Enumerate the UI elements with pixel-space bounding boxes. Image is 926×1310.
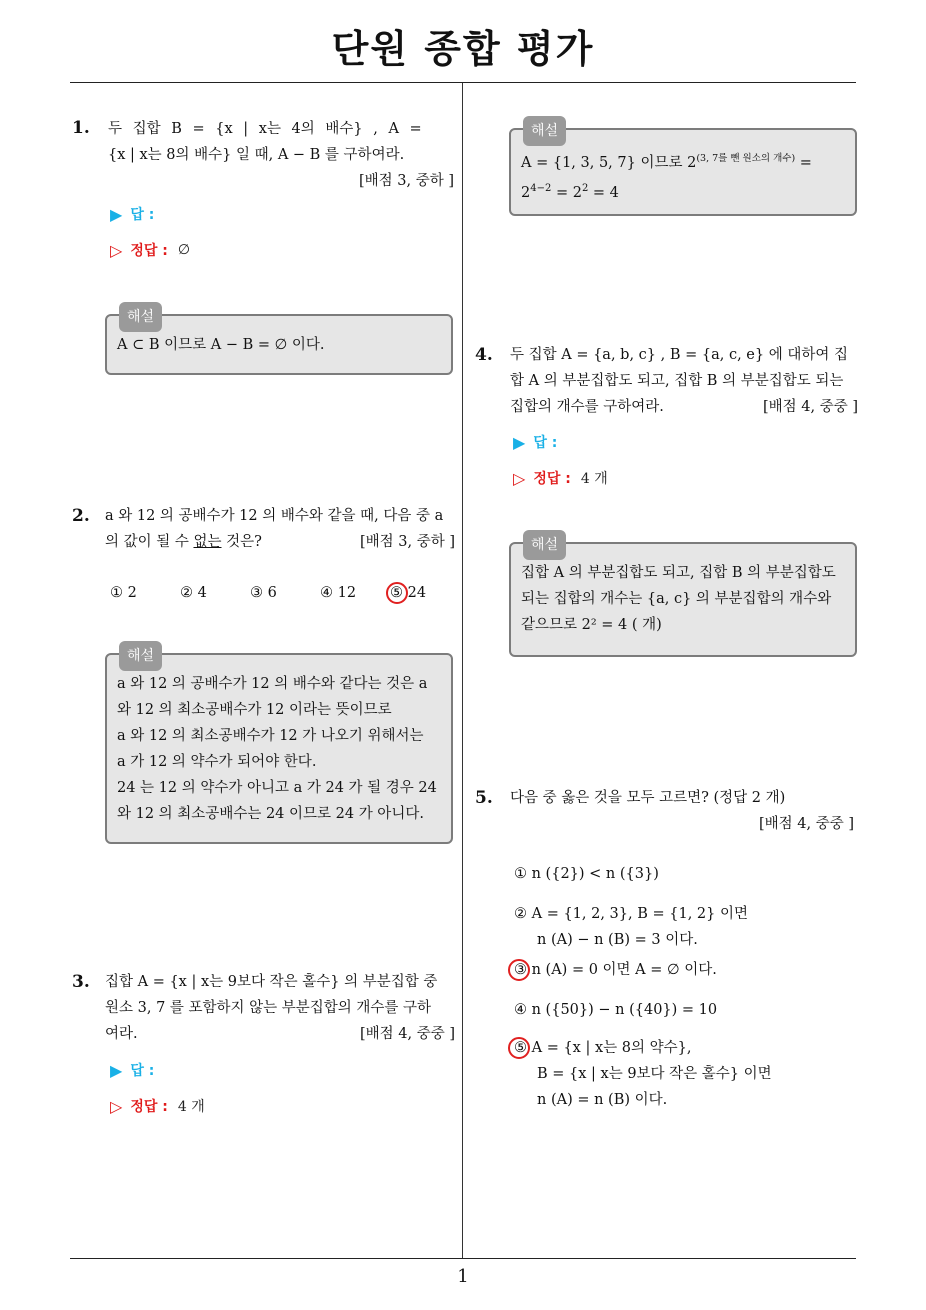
q2-answer-circle: [386, 582, 408, 604]
q3-points: [배점 4, 중중 ]: [359, 1026, 455, 1042]
q1-correct-label: 정답 :: [130, 243, 168, 259]
bottom-rule: [70, 1258, 856, 1259]
q1-answer-label: 답 :: [130, 207, 155, 223]
q3-number: 3.: [72, 972, 90, 992]
q3-correct-value: 4 개: [177, 1099, 205, 1115]
q5-option-2-cont: n (A) − n (B) = 3 이다.: [537, 932, 698, 948]
q3-line2: 원소 3, 7 를 포함하지 않는 부분집합의 개수를 구하: [105, 1000, 432, 1016]
q4-solution-tag: 해설: [523, 530, 566, 560]
q2-choice-2[interactable]: ② 4: [180, 585, 207, 601]
q3-sol-line1-text: A = {1, 3, 5, 7} 이므로 2: [521, 154, 697, 171]
q4-answer-label: 답 :: [533, 435, 558, 451]
q4-line2: 합 A 의 부분집합도 되고, 집합 B 의 부분집합도 되는: [510, 373, 844, 389]
q2-number: 2.: [72, 506, 90, 526]
q5-line1: 다음 중 옳은 것을 모두 고르면? (정답 2 개): [510, 790, 786, 806]
q5-option-3[interactable]: ③ n (A) = 0 이면 A = ∅ 이다.: [514, 962, 717, 978]
q4-number: 4.: [475, 345, 493, 365]
q2-text: [105, 503, 455, 555]
q4-sol-line-2: 되는 집합의 개수는 {a, c} 의 부분집합의 개수와: [521, 591, 832, 607]
q1-line2: {x | x는 8의 배수} 일 때, A − B 를 구하여라.: [108, 147, 405, 163]
column-divider: [462, 83, 463, 1258]
q3-answer-row[interactable]: [110, 1060, 154, 1080]
play-icon: ▶: [513, 432, 526, 452]
q4-line3: 집합의 개수를 구하여라.: [510, 399, 664, 415]
q3-line3: 여라.: [105, 1026, 138, 1042]
q3-sol-base: 2: [521, 184, 531, 201]
q4-correct-row: [513, 468, 608, 488]
q4-answer-row[interactable]: [513, 432, 557, 452]
q2-line2-a: 의 값이 될 수: [105, 534, 194, 550]
q1-solution-text: A ⊂ B 이므로 A − B = ∅ 이다.: [117, 337, 325, 353]
q3-sol-exp2: 4−2: [530, 182, 552, 194]
play-icon: ▶: [110, 1060, 123, 1080]
q3-sol-exponent: (3, 7를 뺀 원소의 개수): [696, 153, 796, 164]
outline-triangle-icon: ▷: [513, 468, 526, 488]
outline-triangle-icon: ▷: [110, 1096, 123, 1116]
q3-sol-end: = 4: [588, 184, 619, 201]
q5-answer-circle-5: [508, 1037, 530, 1059]
q1-correct-value: ∅: [177, 242, 191, 258]
q3-line1: 집합 A = {x | x는 9보다 작은 홀수} 의 부분집합 중: [105, 974, 438, 990]
q2-solution-tag: 해설: [119, 641, 162, 671]
q5-option-5[interactable]: ⑤ A = {x | x는 8의 약수},: [514, 1040, 692, 1056]
q2-solution-box: [105, 648, 453, 844]
q5-number: 5.: [475, 788, 493, 808]
q2-sol-line-6: 와 12 의 최소공배수는 24 이므로 24 가 아니다.: [117, 806, 424, 822]
q4-line1: 두 집합 A = {a, b, c} , B = {a, c, e} 에 대하여 집: [510, 347, 848, 363]
q5-option-2[interactable]: ② A = {1, 2, 3}, B = {1, 2} 이면: [514, 906, 748, 922]
q2-sol-line-1: a 와 12 의 공배수가 12 의 배수와 같다는 것은 a: [117, 676, 428, 692]
q4-sol-line-1: 집합 A 의 부분집합도 되고, 집합 B 의 부분집합도: [521, 565, 836, 581]
q2-line1: a 와 12 의 공배수가 12 의 배수와 같을 때, 다음 중 a: [105, 508, 444, 524]
page-title: 단원 종합 평가: [331, 27, 595, 71]
q3-sol-exp3: 2: [581, 182, 589, 194]
q3-sol-mid: = 2: [551, 184, 582, 201]
q1-line1: 두 집합 B = {x | x는 4의 배수} , A =: [108, 121, 422, 137]
q1-number: 1.: [72, 118, 90, 138]
q2-points: [배점 3, 중하 ]: [359, 534, 455, 550]
q2-line2-b: 것은?: [221, 534, 262, 550]
q4-solution-box: [509, 537, 857, 657]
q3-sol-line-2: [521, 176, 843, 206]
q2-sol-line-3: a 와 12 의 최소공배수가 12 가 나오기 위해서는: [117, 728, 424, 744]
q5-option-4[interactable]: ④ n ({50}) − n ({40}) = 10: [514, 1002, 718, 1018]
q2-choice-4[interactable]: ④ 12: [320, 585, 357, 601]
q1-correct-row: [110, 240, 190, 260]
q3-answer-label: 답 :: [130, 1063, 155, 1079]
q1-solution-tag: 해설: [119, 302, 162, 332]
q2-choice-3[interactable]: ③ 6: [250, 585, 277, 601]
q3-sol-line-1: [521, 146, 843, 176]
q4-correct-label: 정답 :: [533, 471, 571, 487]
q2-sol-line-5: 24 는 12 의 약수가 아니고 a 가 24 가 될 경우 24: [117, 780, 437, 796]
q4-text: [510, 342, 858, 420]
q2-choice-5[interactable]: ⑤ 24: [390, 585, 427, 601]
q3-solution-box: [509, 123, 857, 216]
top-rule: [70, 82, 856, 83]
q3-sol-equals: =: [795, 154, 812, 171]
q4-points: [배점 4, 중중 ]: [762, 399, 858, 415]
q5-points: [배점 4, 중중 ]: [758, 816, 854, 832]
q5-answer-circle-3: [508, 959, 530, 981]
q1-points: [배점 3, 중하 ]: [358, 173, 454, 189]
page-number: 1: [457, 1266, 469, 1287]
q4-correct-value: 4 개: [580, 471, 608, 487]
q1-text: [108, 116, 454, 194]
q4-sol-line-3: 같으므로 2² = 4 ( 개): [521, 617, 662, 633]
q3-correct-row: [110, 1096, 205, 1116]
play-icon: ▶: [110, 204, 123, 224]
outline-triangle-icon: ▷: [110, 240, 123, 260]
q3-text: [105, 969, 455, 1047]
q2-sol-line-4: a 가 12 의 약수가 되어야 한다.: [117, 754, 317, 770]
q1-answer-row[interactable]: [110, 204, 154, 224]
q5-text: [510, 785, 854, 837]
q2-sol-line-2: 와 12 의 최소공배수가 12 이라는 뜻이므로: [117, 702, 392, 718]
q2-line2-underlined: 없는: [193, 534, 222, 550]
q1-solution-box: [105, 309, 453, 375]
q5-option-5-cont1: B = {x | x는 9보다 작은 홀수} 이면: [537, 1066, 772, 1082]
q2-choice-1[interactable]: ① 2: [110, 585, 137, 601]
q3-correct-label: 정답 :: [130, 1099, 168, 1115]
q5-option-1[interactable]: ① n ({2}) < n ({3}): [514, 866, 659, 882]
q5-option-5-cont2: n (A) = n (B) 이다.: [537, 1092, 668, 1108]
q3-solution-tag: 해설: [523, 116, 566, 146]
